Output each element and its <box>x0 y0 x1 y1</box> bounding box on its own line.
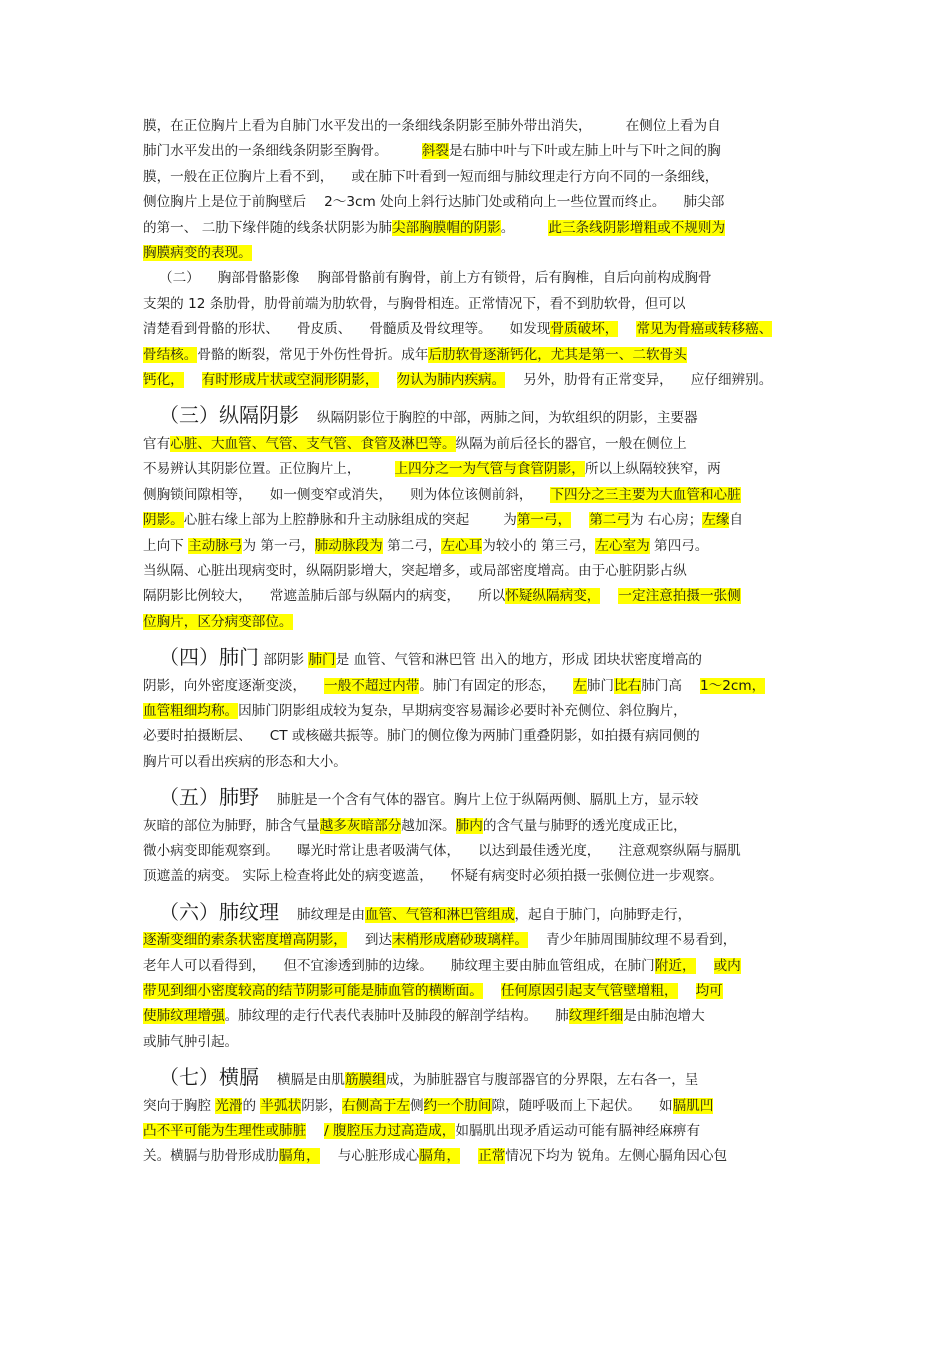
text-run: 常遮盖肺后部与纵隔内的病变， <box>269 588 461 605</box>
text-run: 胸片可以看出疾病的形态和大小。 <box>143 753 347 770</box>
text-run: 所以 <box>478 588 506 605</box>
text-run: 如发现 <box>509 321 551 338</box>
section-gap <box>143 890 813 900</box>
highlighted-text: / 腹腔压力过高造成， <box>324 1123 456 1140</box>
text-run: 到达 <box>364 932 393 949</box>
text-run: 肺尖部 <box>683 194 725 211</box>
text-run: 如膈肌出现矛盾运动可能有膈神经麻痹有 <box>455 1123 701 1140</box>
text-run: 肺脏是一个含有气体的器官。胸片上位于纵隔两侧、膈肌上方，显示较 <box>277 792 699 809</box>
highlighted-text: 胸膜病变的表现。 <box>143 245 252 262</box>
text-run: 怀疑有病变时必须拍摄一张侧位进一步观察。 <box>450 868 723 885</box>
highlighted-text: 膈角， <box>278 1148 320 1165</box>
text-line <box>143 1119 813 1144</box>
text-run: 隙，随呼吸而上下起伏。 <box>491 1097 642 1114</box>
highlighted-text: 右侧 <box>341 1097 370 1114</box>
text-line <box>143 979 813 1004</box>
text-line <box>143 864 813 889</box>
text-run: 心脏右缘上部为上腔静脉和升主动脉组成的突起 <box>183 512 470 529</box>
highlighted-text: 左心耳 <box>441 537 483 554</box>
highlighted-text: 第一弓， <box>516 512 572 529</box>
highlighted-text: 骨结核。 <box>143 346 198 363</box>
highlighted-text: 或内 <box>713 957 741 974</box>
text-run: 纵隔为前后径长的器官，一般在侧位上 <box>455 435 687 452</box>
text-run: 或在肺下叶看到一短而细与肺纹理走行方向不同的一条细线， <box>351 168 719 185</box>
text-line <box>143 674 813 699</box>
text-line <box>143 432 813 457</box>
text-run: 侧胸锁间隙相等， <box>143 486 252 503</box>
highlighted-text: 常见为骨癌或转移癌、 <box>636 321 773 338</box>
text-run: 第四弓。 <box>649 537 709 554</box>
text-line <box>143 699 813 724</box>
text-run: 骨髓质及骨纹理等。 <box>369 321 492 338</box>
text-run: 是右肺中叶与下叶或左肺上叶与下叶之间的胸 <box>448 143 721 160</box>
text-line <box>143 839 813 864</box>
document-body <box>143 114 813 1170</box>
highlighted-text: 带见到细小密度较高的结节阴影可能是肺血管的横断面。 <box>143 983 483 999</box>
section-heading: （七）横膈 <box>159 1065 259 1090</box>
text-run: 为 <box>503 512 517 529</box>
text-line <box>143 483 813 508</box>
highlighted-text: 钙化， <box>143 372 184 389</box>
text-run: CT 或核磁共振等。肺门的侧位像为两肺门重叠阴影，如拍摄有病同侧的 <box>269 728 700 745</box>
text-run: 自 <box>729 512 744 529</box>
highlighted-text: 血管、气管和淋巴管组成 <box>364 906 515 923</box>
text-run: 不易辨认其阴影位置。正位胸片上， <box>143 461 361 478</box>
highlighted-text: 逐渐变细的索条状密度增高阴影， <box>143 932 347 949</box>
text-run: 当纵隔、心脏出现病变时，纵隔阴影增大，突起增多，或局部密度增高。由于心脏阴影占纵 <box>143 562 687 579</box>
highlighted-text: 阴影。 <box>143 512 184 529</box>
text-run: 关。横膈与肋骨形成肋 <box>143 1148 279 1165</box>
text-run: 注意观察纵隔与膈肌 <box>618 842 741 859</box>
highlighted-text: 高于左 <box>369 1097 410 1114</box>
text-line <box>143 216 813 241</box>
highlighted-text: 位胸片，区分病变部位。 <box>143 613 293 630</box>
highlighted-text: 任何原因引起支气管壁增粗， <box>500 983 678 999</box>
highlighted-text: 膈肌凹 <box>672 1097 714 1114</box>
text-line <box>143 645 813 673</box>
text-run: 胸部骨骼前有胸骨，前上方有锁骨，后有胸椎，自后向前构成胸骨 <box>317 270 712 287</box>
text-run: 为 右心房； <box>630 512 703 529</box>
text-line <box>143 750 813 775</box>
highlighted-text: 纹理纤细 <box>568 1008 624 1025</box>
text-run: 在侧位上看为自 <box>625 118 721 134</box>
highlighted-text: 1～2cm， <box>699 677 766 694</box>
text-run: 侧 <box>409 1097 424 1114</box>
highlighted-text: 尖部胸膜帽的阴影 <box>392 219 501 236</box>
text-run: （二） <box>159 270 200 287</box>
highlighted-text: 怀疑纵隔病变， <box>505 588 601 605</box>
text-line <box>143 954 813 979</box>
highlighted-text: 骨质破坏， <box>550 321 619 338</box>
text-run: 老年人可以看得到， <box>143 957 266 974</box>
text-line <box>143 1144 813 1169</box>
text-line <box>143 584 813 609</box>
text-line <box>143 266 813 291</box>
text-run: ，起自于肺门，向肺野走行， <box>514 906 692 923</box>
text-line <box>143 292 813 317</box>
highlighted-text: 约一个肋间 <box>423 1097 492 1114</box>
highlighted-text: 越多 <box>319 817 347 834</box>
highlighted-text: 附近， <box>654 957 696 974</box>
highlighted-text: 心脏、大血管、气管、支气管、食管及淋巴等。 <box>170 435 456 452</box>
text-run: 。肺纹理的走行代表代表肺叶及肺段的解剖学结构。 <box>224 1008 538 1025</box>
text-run: 部阴影 <box>259 652 309 669</box>
text-run: 因肺门阴影组成较为复杂，早期病变容易漏诊必要时补充侧位、斜位胸片， <box>238 702 687 719</box>
text-line <box>143 165 813 190</box>
text-run: 越加深。 <box>401 817 456 834</box>
text-run: 纵隔阴影位于胸腔的中部，两肺之间，为软组织的阴影，主要器 <box>317 410 698 427</box>
highlighted-text: 左心室为 <box>595 537 650 554</box>
highlighted-text: 筋膜组 <box>344 1072 386 1089</box>
text-line <box>143 114 813 139</box>
text-line <box>143 1094 813 1119</box>
text-line <box>143 508 813 533</box>
text-run: 则为体位该侧前斜， <box>410 486 533 503</box>
text-line <box>143 368 813 393</box>
text-run: 另外，肋骨有正常变异， <box>523 372 673 389</box>
text-run: 或肺气肿引起。 <box>143 1033 239 1050</box>
text-run: 如一侧变窄或消失， <box>269 486 393 503</box>
text-run: 阴影，向外密度逐渐变淡， <box>143 677 307 694</box>
section-heading: （四）肺门 <box>159 645 259 670</box>
text-run: 但不宜渗透到肺的边缘。 <box>283 957 433 974</box>
text-run: 。肺门有固定的形态， <box>419 677 556 694</box>
text-run: 应仔细辨别。 <box>690 372 773 389</box>
text-run: 情况下均为 锐角。左侧心膈角因心包 <box>505 1148 728 1165</box>
text-run: 所以上纵隔较狭窄，两 <box>584 461 721 478</box>
text-run: 与心脏形成心 <box>337 1148 420 1165</box>
highlighted-text: 斜裂 <box>421 143 449 160</box>
highlighted-text: 一般不超过内带 <box>324 677 420 694</box>
text-line <box>143 139 813 164</box>
highlighted-text: 后肋软骨逐渐钙化，尤其是第一、二软骨头 <box>428 346 687 363</box>
highlighted-text: 使肺纹理增强 <box>143 1008 225 1025</box>
text-run: 的 <box>242 1097 261 1114</box>
highlighted-text: 肺门 <box>308 652 336 669</box>
text-line <box>143 317 813 342</box>
highlighted-text: 光滑 <box>215 1097 243 1114</box>
text-run: 膜，一般在正位胸片上看不到， <box>143 168 334 185</box>
text-line <box>143 241 813 266</box>
section-heading: （五）肺野 <box>159 785 259 810</box>
text-run: 第二弓， <box>382 537 442 554</box>
text-line <box>143 403 813 431</box>
text-run: 是由肺泡增大 <box>623 1008 705 1025</box>
text-line <box>143 534 813 559</box>
text-run: 成，为肺脏器官与腹部器官的分界限，左右各一，呈 <box>385 1072 699 1089</box>
highlighted-text: 此三条线阴影增粗或不规则为 <box>548 219 726 236</box>
highlighted-text: 左 <box>573 677 587 694</box>
section-heading: （六）肺纹理 <box>159 899 279 924</box>
text-line <box>143 724 813 749</box>
text-line <box>143 814 813 839</box>
text-run: 2～3cm 处向上斜行达肺门处或稍向上一些位置而终止。 <box>324 194 666 211</box>
highlighted-text: 灰暗部分 <box>346 817 402 834</box>
highlighted-text: 肺内 <box>455 817 483 834</box>
highlighted-text: 正常 <box>478 1148 506 1165</box>
text-run: 官有 <box>143 435 171 452</box>
section-gap <box>143 775 813 785</box>
text-run: 支架的 12 条肋骨，肋骨前端为肋软骨，与胸骨相连。正常情况下，看不到肋软骨，但可以 <box>143 295 686 312</box>
highlighted-text: 末梢形成磨砂玻璃样。 <box>392 932 529 949</box>
text-run: 阴影， <box>301 1097 342 1114</box>
text-line <box>143 900 813 928</box>
text-line <box>143 559 813 584</box>
highlighted-text: 比右 <box>614 677 642 694</box>
highlighted-text: 血管粗细均称。 <box>143 702 239 719</box>
text-line <box>143 1030 813 1055</box>
section-heading: （三）纵隔阴影 <box>159 403 299 428</box>
text-run: 的含气量与肺野的透光度成正比， <box>482 817 687 834</box>
section-gap <box>143 1055 813 1065</box>
text-run: 顶遮盖的病变。 实际上检查将此处的病变遮盖， <box>143 868 433 885</box>
text-line <box>143 1065 813 1093</box>
highlighted-text: 左缘 <box>702 512 730 529</box>
text-run: 。 <box>500 219 515 236</box>
text-run: 肺门高 <box>641 677 682 694</box>
section-gap <box>143 393 813 403</box>
section-gap <box>143 635 813 645</box>
text-run: 以达到最佳透光度， <box>478 842 601 859</box>
highlighted-text: 第二弓 <box>589 512 630 529</box>
text-run: 肺 <box>555 1008 569 1025</box>
text-line <box>143 928 813 953</box>
highlighted-text: 勿认为肺内疾病。 <box>396 372 506 389</box>
text-run: 肺门 <box>586 677 614 694</box>
text-run: 侧位胸片上是位于前胸壁后 <box>143 194 307 211</box>
highlighted-text: 半弧状 <box>260 1097 302 1114</box>
highlighted-text: 均可 <box>695 983 723 999</box>
text-run: 骨骼的断裂，常见于外伤性骨折。成年 <box>197 346 429 363</box>
highlighted-text: 主动脉弓 <box>188 537 243 554</box>
text-run: 上向下 <box>143 537 189 554</box>
text-run: 骨皮质、 <box>296 321 352 338</box>
text-run: 横膈是由肌 <box>277 1072 345 1089</box>
highlighted-text: 下四分之三主要为大血管和心脏 <box>550 486 741 503</box>
text-run: 灰暗的部位为肺野，肺含气量 <box>143 817 320 834</box>
text-run: 为 第一弓， <box>242 537 315 554</box>
text-run: 肺门水平发出的一条细线条阴影至胸骨。 <box>143 143 388 160</box>
text-run: 为较小的 第三弓， <box>482 537 596 554</box>
highlighted-text: 凸不平可能为生理性或肺脏 <box>143 1123 307 1140</box>
text-line <box>143 610 813 635</box>
text-run: 微小病变即能观察到。 <box>143 842 279 859</box>
text-run: 必要时拍摄断层、 <box>143 728 252 745</box>
text-run: 是 血管、气管和淋巴管 出入的地方，形成 团块状密度增高的 <box>335 652 703 669</box>
text-run: 膜，在正位胸片上看为自肺门水平发出的一条细线条阴影至肺外带出消失， <box>143 118 592 134</box>
text-run: 的第一、 二肋下缘伴随的线条状阴影为肺 <box>143 219 393 236</box>
text-line <box>143 1004 813 1029</box>
text-run: 肺纹理是由 <box>297 906 365 923</box>
highlighted-text: 有时形成片状或空洞形阴影， <box>201 372 379 389</box>
text-run: 肺纹理主要由肺血管组成，在肺门 <box>450 957 655 974</box>
text-run: 如 <box>659 1097 673 1114</box>
text-line <box>143 785 813 813</box>
text-run: 清楚看到骨骼的形状、 <box>143 321 279 338</box>
highlighted-text: 上四分之一为气管与食管阴影， <box>394 461 585 478</box>
text-line <box>143 343 813 368</box>
text-run: 青少年肺周围肺纹理不易看到， <box>546 932 737 949</box>
text-run: 隔阴影比例较大， <box>143 588 252 605</box>
text-line <box>143 190 813 215</box>
highlighted-text: 一定注意拍摄一张侧 <box>618 588 741 605</box>
highlighted-text: 肺动脉段为 <box>314 537 383 554</box>
text-run: 曝光时常让患者吸满气体， <box>296 842 461 859</box>
text-line <box>143 457 813 482</box>
text-run: 胸部骨骼影像 <box>217 270 300 287</box>
highlighted-text: 膈角， <box>419 1148 461 1165</box>
text-run: 突向于胸腔 <box>143 1097 216 1114</box>
